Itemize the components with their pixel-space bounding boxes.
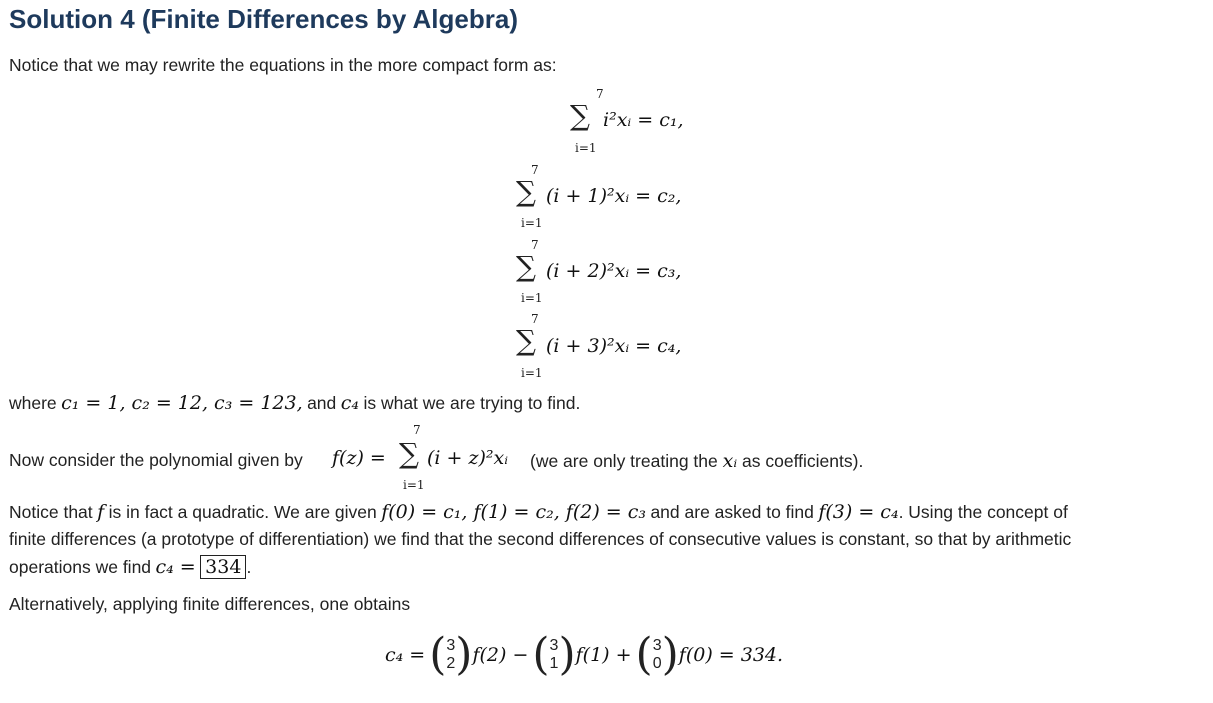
sum-lower-limit: i=1	[521, 366, 543, 380]
binom-top: 3	[446, 637, 456, 654]
boxed-answer: 334	[200, 555, 246, 579]
right-paren: )	[455, 629, 473, 680]
binom-top: 3	[652, 637, 662, 654]
binom-bottom: 0	[652, 655, 662, 672]
sum-upper-limit: 7	[531, 238, 539, 252]
equation-body: i²xᵢ = c₁,	[603, 109, 684, 131]
and-text: and	[307, 393, 337, 413]
sigma-symbol: ∑	[516, 250, 536, 283]
binom-bottom: 2	[446, 655, 456, 672]
paragraph-line-3	[9, 556, 251, 578]
given-values: c₁ = 1, c₂ = 12, c₃ = 123,	[61, 392, 303, 414]
binom-bottom: 1	[549, 655, 559, 672]
left-paren: (	[429, 629, 447, 680]
binomial-3-0	[653, 637, 662, 673]
where-tail-text: is what we are trying to find.	[363, 393, 581, 413]
final-lhs: c₄ =	[385, 644, 426, 666]
sum-upper-limit: 7	[531, 312, 539, 326]
term-f1: f(1) +	[575, 644, 632, 666]
sum-lower-limit: i=1	[521, 216, 543, 230]
alternative-text: Alternatively, applying finite differences, one obtains	[9, 594, 411, 614]
term-f2: f(2) −	[472, 644, 529, 666]
left-paren: (	[635, 629, 653, 680]
final-equation	[385, 629, 784, 680]
equation-body: (i + 1)²xᵢ = c₂,	[546, 185, 682, 207]
right-paren: )	[661, 629, 679, 680]
target-math: f(3) = c₄	[818, 501, 899, 523]
sum-upper-limit: 7	[596, 87, 604, 101]
sum-upper-limit: 7	[531, 163, 539, 177]
period: .	[246, 557, 252, 577]
polynomial-intro: Now consider the polynomial given by	[9, 450, 303, 470]
term-f0-result: f(0) = 334.	[678, 644, 784, 666]
where-line	[9, 392, 580, 414]
sum-lower-limit: i=1	[521, 291, 543, 305]
binomial-3-1	[550, 637, 559, 673]
sigma-symbol: ∑	[516, 175, 536, 208]
xi-symbol: xᵢ	[722, 450, 738, 472]
sigma-symbol: ∑	[399, 437, 419, 470]
page-title: Solution 4 (Finite Differences by Algebra)	[9, 4, 518, 34]
paragraph-line-1	[9, 501, 1068, 523]
given-values-math: f(0) = c₁, f(1) = c₂, f(2) = c₃	[381, 501, 646, 523]
binom-top: 3	[549, 637, 559, 654]
intro-text: Notice that we may rewrite the equations in the more compact form as:	[9, 55, 557, 75]
text-segment: . Using the concept of	[898, 502, 1068, 522]
right-paren: )	[558, 629, 576, 680]
text-segment: and are asked to find	[650, 502, 814, 522]
c4-symbol: c₄	[340, 392, 359, 414]
polynomial-body: (i + z)²xᵢ	[427, 447, 509, 469]
binomial-3-2	[446, 637, 455, 673]
left-paren: (	[532, 629, 550, 680]
equation-body: (i + 2)²xᵢ = c₃,	[546, 260, 682, 282]
text-segment: Notice that	[9, 502, 93, 522]
paragraph-line-2: finite differences (a prototype of differentiation) we find that the second differences of consecutive values is constant, so that by arithmetic	[9, 529, 1072, 549]
coefficient-note: (we are only treating the xᵢ as coefficients).	[530, 450, 864, 472]
text-segment: is in fact a quadratic. We are given	[108, 502, 377, 522]
f-symbol: f	[97, 501, 105, 523]
where-text: where	[9, 393, 57, 413]
polynomial-lhs: f(z) =	[332, 447, 386, 469]
equation-body: (i + 3)²xᵢ = c₄,	[546, 335, 682, 357]
sum-upper-limit: 7	[413, 423, 421, 437]
sigma-symbol: ∑	[516, 324, 536, 357]
sum-lower-limit: i=1	[403, 478, 425, 492]
text-segment: operations we find	[9, 557, 152, 577]
c4-equals: c₄ =	[155, 556, 196, 578]
sigma-symbol: ∑	[570, 99, 590, 132]
sum-lower-limit: i=1	[575, 141, 597, 155]
